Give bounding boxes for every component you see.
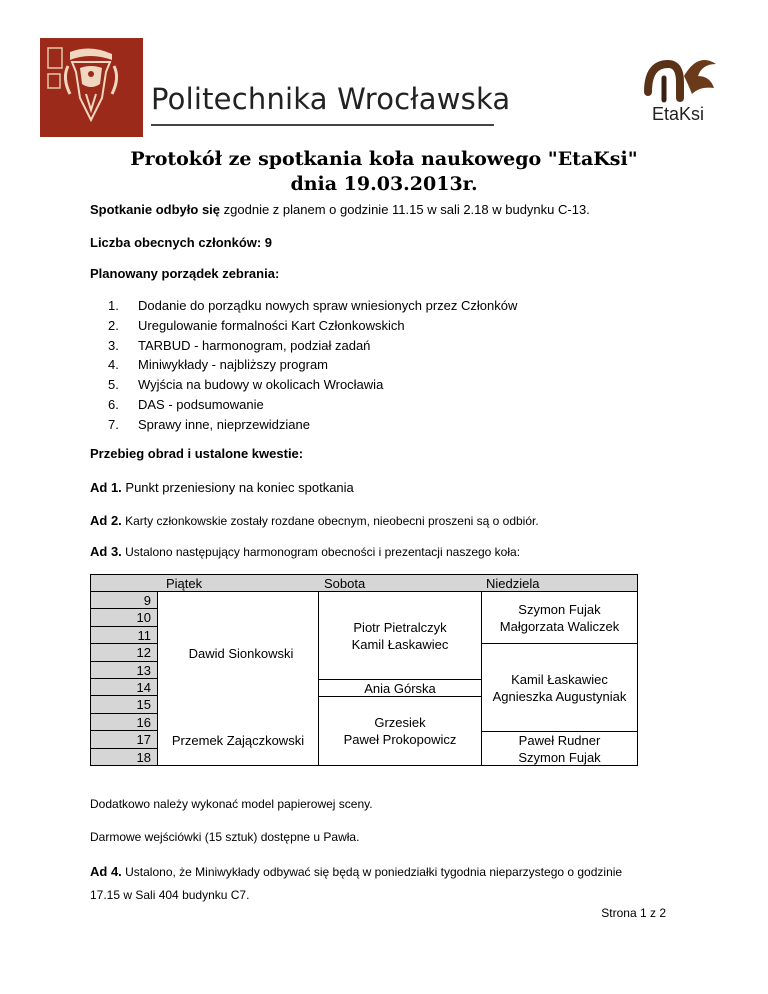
schedule-table: [90, 574, 638, 766]
ad4-continued: 17.15 w Sali 404 budynku C7.: [90, 888, 250, 902]
agenda-item: 4. Miniwykłady - najbliższy program: [108, 357, 328, 373]
extra-note-2: Darmowe wejściówki (15 sztuk) dostępne u Pawła.: [90, 830, 360, 844]
agenda-item: 2. Uregulowanie formalności Kart Członkowskich: [108, 317, 405, 333]
day-header-sobota: Sobota: [324, 576, 366, 591]
ad1: Ad 1. Punkt przeniesiony na koniec spotkania: [90, 480, 354, 495]
meeting-info-lead: Spotkanie odbyło się: [90, 202, 221, 217]
hour-cell: 16: [90, 714, 158, 731]
sobota-block-2: Ania Górska: [318, 679, 482, 697]
niedziela-block-2: Kamil Łaskawiec Agnieszka Augustyniak: [482, 644, 638, 732]
day-header-piatek: Piątek: [166, 576, 203, 591]
proceedings-heading: Przebieg obrad i ustalone kwestie:: [90, 446, 304, 461]
extra-note-1: Dodatkowo należy wykonać model papierowej sceny.: [90, 797, 373, 811]
university-name: Politechnika Wrocławska: [151, 82, 511, 116]
ad3: Ad 3. Ustalono następujący harmonogram obecności i prezentacji naszego koła:: [90, 544, 521, 559]
etaksi-logo-label: EtaKsi: [652, 104, 705, 124]
sobota-block-3: Grzesiek Paweł Prokopowicz: [318, 697, 482, 766]
hour-cell: 12: [90, 644, 158, 661]
niedziela-block-3: Paweł Rudner Szymon Fujak: [482, 732, 638, 766]
day-header-niedziela: Niedziela: [486, 576, 540, 591]
page-number: Strona 1 z 2: [601, 906, 666, 920]
members-count: Liczba obecnych członków: 9: [90, 235, 273, 250]
agenda-item: 5. Wyjścia na budowy w okolicach Wrocławia: [108, 377, 384, 393]
niedziela-block-1: Szymon Fujak Małgorzata Waliczek: [482, 592, 638, 644]
sobota-block-1: Piotr Pietralczyk Kamil Łaskawiec: [318, 592, 482, 679]
agenda-heading: Planowany porządek zebrania:: [90, 266, 280, 281]
schedule-corner: [90, 574, 158, 592]
hour-cell: 11: [90, 627, 158, 644]
agenda-item: 3. TARBUD - harmonogram, podział zadań: [108, 337, 371, 353]
hour-cell: 18: [90, 749, 158, 766]
ad4: Ad 4. Ustalono, że Miniwykłady odbywać się będą w poniedziałki tygodnia nieparzystego o godzinie: [90, 864, 623, 879]
pwr-eagle-logo: [40, 38, 143, 137]
agenda-item: 7. Sprawy inne, nieprzewidziane: [108, 416, 310, 432]
ad2: Ad 2. Karty członkowskie zostały rozdane obecnym, nieobecni proszeni są o odbiór.: [90, 513, 539, 528]
hour-cell: 10: [90, 609, 158, 626]
meeting-info: [90, 202, 590, 217]
document-title: Protokół ze spotkania koła naukowego "EtaKsi": [130, 148, 638, 170]
hour-cell: 15: [90, 696, 158, 713]
meeting-info-text: zgodnie z planem o godzinie 11.15 w sali 2.18 w budynku C-13.: [220, 202, 590, 217]
hour-cell: 14: [90, 679, 158, 696]
agenda-item: 6. DAS - podsumowanie: [108, 396, 264, 412]
hour-cell: 17: [90, 731, 158, 748]
agenda-list: [90, 296, 517, 435]
piatek-block-2: Przemek Zajączkowski: [171, 732, 305, 748]
hour-cell: 9: [90, 592, 158, 609]
agenda-item: 1. Dodanie do porządku nowych spraw wniesionych przez Członków: [108, 298, 518, 313]
header-rule: [151, 124, 494, 126]
piatek-block-1: Dawid Sionkowski: [188, 645, 294, 661]
document-date: dnia 19.03.2013r.: [290, 173, 478, 195]
hour-cell: 13: [90, 662, 158, 679]
